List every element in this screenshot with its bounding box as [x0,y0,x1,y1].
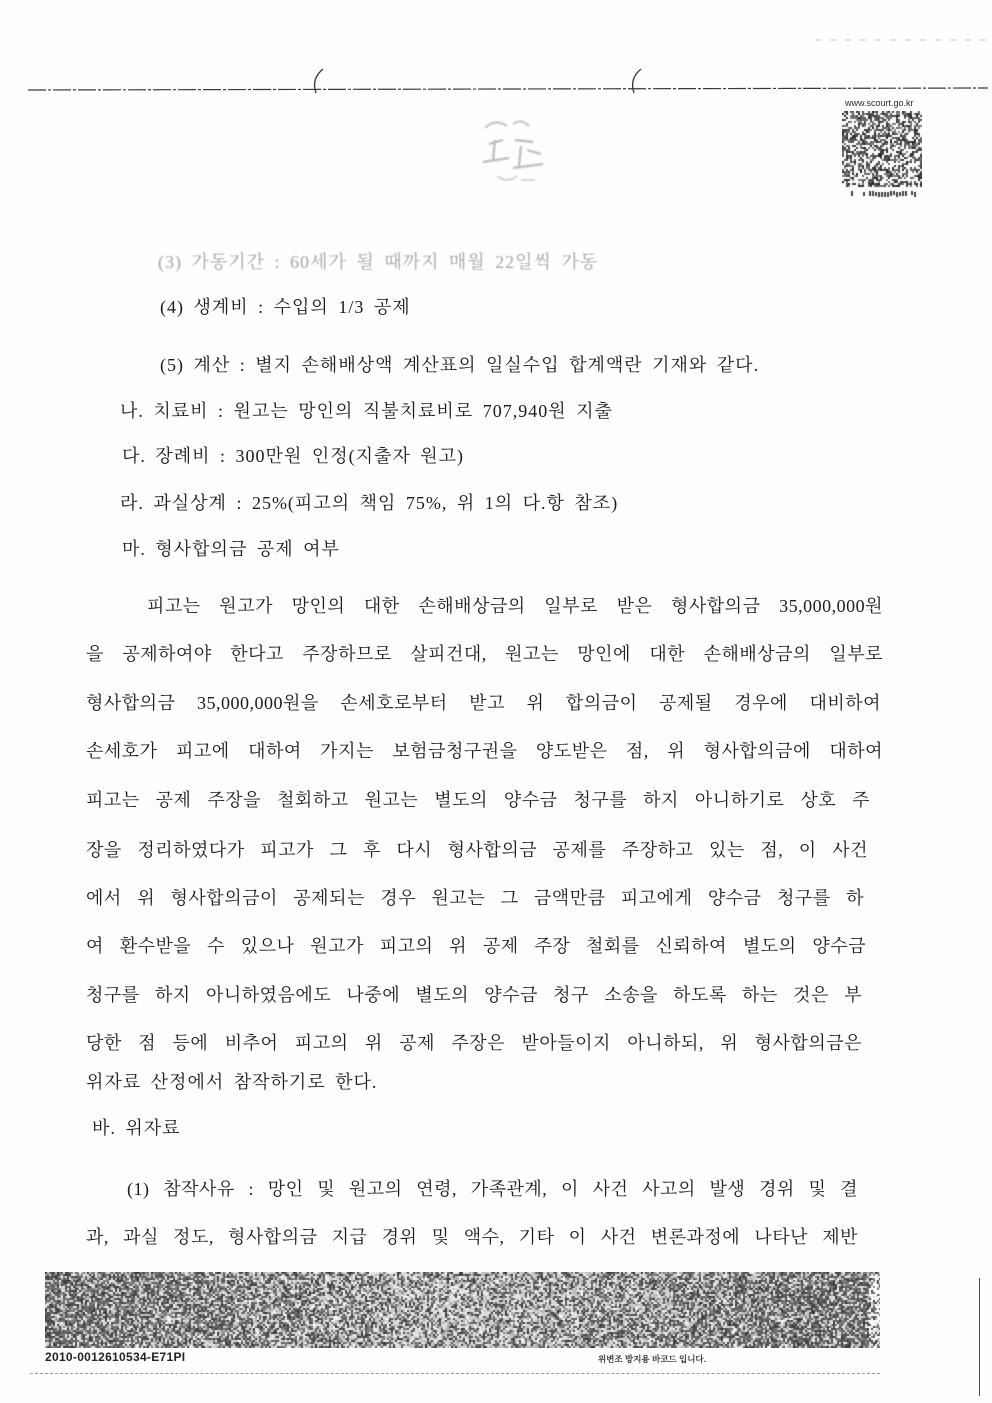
document-code: 2010-0012610534-E71PI [45,1350,186,1364]
funeral-expense-item: 다. 장례비 : 300만원 인정(지출자 원고) [122,446,465,466]
court-site-url: www.scourt.go.kr [845,98,914,108]
settlement-paragraph-line: 형사합의금 35,000,000원을 손세호로부터 받고 위 합의금이 공제될 경우에 대비하여 [86,693,881,713]
barcode-note: 위변조 방지용 바코드 입니다. [598,1354,706,1364]
working-period-line: (3) 가동기간 : 60세가 될 때까지 매월 22일씩 가동 [158,252,599,272]
settlement-paragraph-line: 청구를 하지 아니하였음에도 나중에 별도의 양수금 청구 소송을 하도록 하는 것은 부 [86,985,862,1005]
anti-forgery-barcode [45,1272,880,1348]
settlement-paragraph-line: 을 공제하여야 한다고 주장하므로 살피건대, 원고는 망인에 대한 손해배상금의 일부로 [86,644,883,664]
settlement-paragraph-line: 에서 위 형사합의금이 공제되는 경우 원고는 그 금액만큼 피고에게 양수금 청구를 하 [86,888,864,908]
header-rule [28,88,988,90]
comparative-negligence-item: 라. 과실상계 : 25%(피고의 책임 75%, 위 1의 다.항 참조) [120,493,619,513]
right-edge-rule [979,1278,980,1396]
consolation-line: (1) 참작사유 : 망인 및 원고의 연령, 가족관계, 이 사건 사고의 발생 경위 및 결 [127,1179,858,1199]
consolation-heading: 바. 위자료 [92,1118,181,1138]
settlement-paragraph-line: 당한 점 등에 비추어 피고의 위 공제 주장은 받아들이지 아니하되, 위 형사합의금은 [86,1033,862,1053]
settlement-paragraph-line: 피고는 원고가 망인의 대한 손해배상금의 일부로 받은 형사합의금 35,000,000원 [147,596,883,616]
court-stamp-watermark [455,110,565,200]
settlement-paragraph-line: 장을 정리하였다가 피고가 그 후 다시 형사합의금 공제를 주장하고 있는 점, 이 사건 [86,840,868,860]
header-rule-graphic [0,0,992,110]
qr-code-image [842,111,922,201]
settlement-paragraph-line: 손세호가 피고에 대하여 가지는 보험금청구권을 양도받은 점, 위 형사합의금에 대하여 [86,741,883,761]
settlement-heading: 마. 형사합의금 공제 여부 [122,539,340,559]
living-cost-line: (4) 생계비 : 수입의 1/3 공제 [160,297,411,317]
consolation-line: 과, 과실 정도, 형사합의금 지급 경위 및 액수, 기타 이 사건 변론과정에 나타난 제반 [86,1227,858,1247]
calculation-line: (5) 계산 : 별지 손해배상액 계산표의 일실수입 합계액란 기재와 같다. [160,355,760,375]
settlement-paragraph-line: 피고는 공제 주장을 철회하고 원고는 별도의 양수금 청구를 하지 아니하기로 상호 주 [86,790,870,810]
settlement-paragraph-line: 여 환수받을 수 있으나 원고가 피고의 위 공제 주장 철회를 신뢰하여 별도의 양수금 [86,936,866,956]
binding-mark-right [633,69,641,93]
settlement-paragraph-line: 위자료 산정에서 참작하기로 한다. [86,1072,378,1092]
bottom-rule [30,1373,880,1374]
medical-expense-item: 나. 치료비 : 원고는 망인의 직불치료비로 707,940원 지출 [120,401,613,421]
